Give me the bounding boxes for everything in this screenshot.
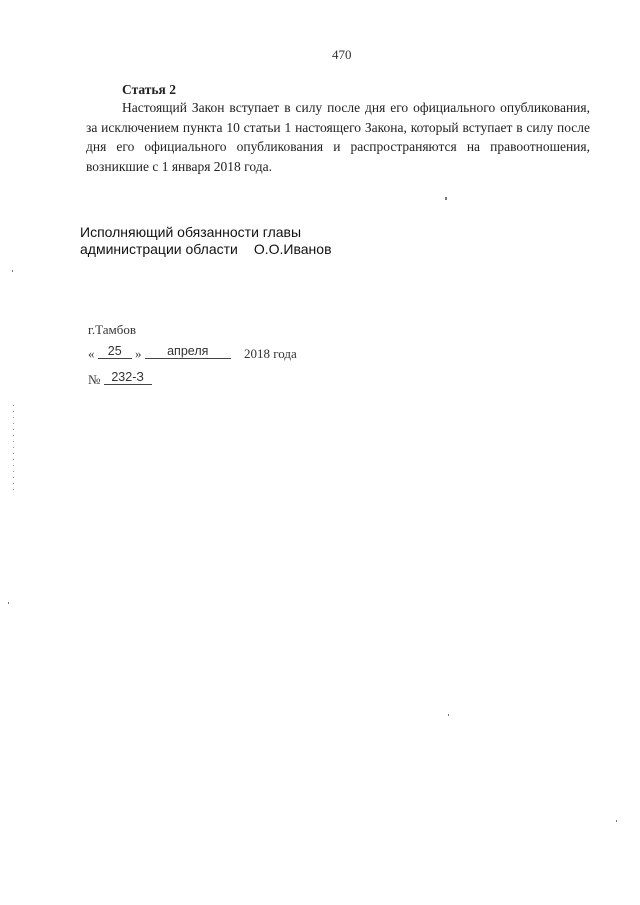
law-number — [88, 372, 152, 388]
scan-speck — [8, 602, 9, 604]
scan-speck — [448, 714, 449, 716]
signature-block — [80, 224, 332, 258]
scan-speck — [12, 270, 13, 272]
signatory-name: О.О.Иванов — [253, 241, 332, 257]
date-close-quote: » — [135, 346, 142, 361]
law-number-label: № — [88, 372, 101, 387]
scan-speck — [616, 820, 617, 822]
date-open-quote: « — [88, 346, 95, 361]
signing-date — [88, 346, 297, 362]
scan-edge-dots — [13, 405, 14, 495]
place-of-signing: г.Тамбов — [88, 322, 136, 337]
page-number: 470 — [332, 47, 352, 62]
signature-position-line2 — [80, 241, 332, 258]
date-month: апреля — [145, 344, 231, 359]
signature-position-line1: Исполняющий обязанности главы — [80, 224, 302, 240]
scan-speck — [445, 197, 447, 200]
signature-position-text: администрации области — [80, 241, 238, 257]
law-number-value: 232-З — [104, 370, 152, 385]
date-year: 2018 года — [244, 346, 297, 361]
date-day: 25 — [98, 344, 132, 359]
article-title: Статья 2 — [122, 82, 176, 97]
article-body: Настоящий Закон вступает в силу после дня его официального опубликования, за исключением пункта 10 статьи 1 настоящего Закона, который вступает в силу после дня его официального опубликования и распространяются на правоотношения, возникшие с 1 января 2018 года. — [86, 100, 590, 174]
